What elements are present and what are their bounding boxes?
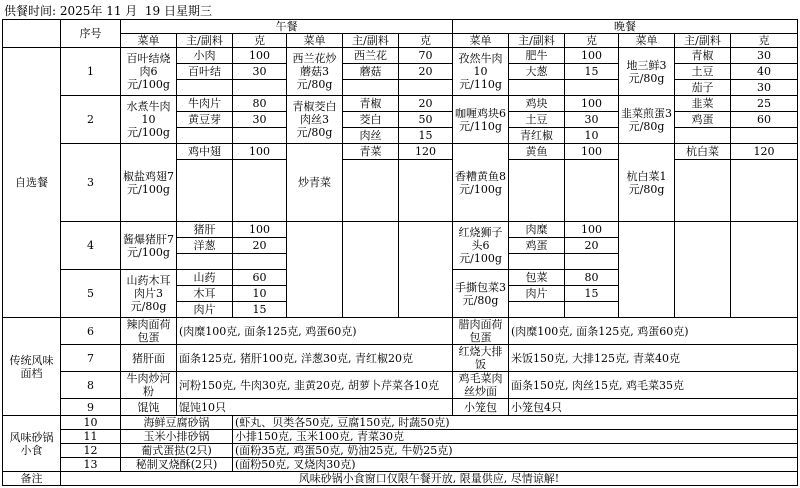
ingredient-name: 韭菜 xyxy=(675,96,731,112)
empty-ingredient-cell xyxy=(177,254,233,270)
dish-name: 孜然牛肉10元/110g xyxy=(453,48,509,96)
snack-name: 玉米小排砂锅 xyxy=(121,430,233,444)
empty-gram-cell xyxy=(731,160,798,222)
ingredient-gram: 80 xyxy=(565,270,619,286)
seq-number: 12 xyxy=(61,444,121,458)
seq-number: 6 xyxy=(61,318,121,345)
dinner-noodle-name: 小笼包 xyxy=(453,399,509,416)
ingredient-name: 肉片 xyxy=(509,286,565,302)
dish-name: 西兰花炒蘑菇3元/80g xyxy=(287,48,343,96)
snack-section-label: 风味砂锅小食 xyxy=(3,416,61,472)
ingredient-gram: 20 xyxy=(399,96,453,112)
noodle-section-label: 传统风味面档 xyxy=(3,318,61,416)
ingredient-name: 肉糜 xyxy=(509,222,565,238)
ingredient-gram: 20 xyxy=(565,238,619,254)
ingredient-gram: 80 xyxy=(233,96,287,112)
empty-ingredient-cell xyxy=(177,128,233,144)
dish-name: 咖喱鸡块6元/110g xyxy=(453,96,509,144)
snack-name: 葡式蛋挞(2只) xyxy=(121,444,233,458)
ingredient-gram: 60 xyxy=(731,112,798,128)
ingredient-name: 青椒 xyxy=(675,48,731,64)
ingredient-gram: 100 xyxy=(565,222,619,238)
dish-name: 香糟黄鱼8元/100g xyxy=(453,144,509,222)
ingredient-name: 大葱 xyxy=(509,64,565,80)
ingredient-gram: 15 xyxy=(565,64,619,80)
empty-gram-cell xyxy=(399,160,453,222)
ingredient-name: 木耳 xyxy=(177,286,233,302)
ingredient-gram: 100 xyxy=(233,144,287,160)
lunch-noodle-desc: 面条125克, 猪肝100克, 洋葱30克, 青红椒20克 xyxy=(177,345,453,372)
dish-name: 酱爆猪肝7元/100g xyxy=(121,222,177,270)
empty-gram-cell xyxy=(565,80,619,96)
empty-dish-cell xyxy=(287,222,343,318)
ingredient-gram: 100 xyxy=(565,96,619,112)
dish-name: 杭白菜1元/80g xyxy=(619,144,675,222)
ingredient-gram: 100 xyxy=(565,144,619,160)
seq-header: 序号 xyxy=(61,20,121,48)
empty-ingredient-cell xyxy=(509,160,565,222)
ingredient-gram: 50 xyxy=(399,112,453,128)
ingredient-gram: 40 xyxy=(731,64,798,80)
ingredient-name: 黄豆芽 xyxy=(177,112,233,128)
ingredient-col-header: 主/副料 xyxy=(343,34,399,48)
empty-ingredient-cell xyxy=(177,80,233,96)
ingredient-name: 茄子 xyxy=(675,80,731,96)
ingredient-name: 小肉 xyxy=(177,48,233,64)
ingredient-gram: 120 xyxy=(731,144,798,160)
dish-col-header: 菜单 xyxy=(619,34,675,48)
empty-ingredient-cell xyxy=(343,80,399,96)
ingredient-name: 牛肉片 xyxy=(177,96,233,112)
lunch-noodle-name: 辣肉面荷包蛋 xyxy=(121,318,177,345)
empty-gram-cell xyxy=(565,160,619,222)
menu-table xyxy=(2,19,798,486)
ingredient-name: 鸡蛋 xyxy=(509,238,565,254)
empty-gram-cell xyxy=(565,302,619,318)
dish-col-header: 菜单 xyxy=(287,34,343,48)
ingredient-gram: 15 xyxy=(565,286,619,302)
snack-name: 海鲜豆腐砂锅 xyxy=(121,416,233,430)
ingredient-name: 茭白 xyxy=(343,112,399,128)
ingredient-name: 肥牛 xyxy=(509,48,565,64)
ingredient-name: 黄鱼 xyxy=(509,144,565,160)
seq-number: 1 xyxy=(61,48,121,96)
empty-dish-cell xyxy=(619,222,675,318)
snack-desc: 小排150克, 玉米100克, 青菜30克 xyxy=(233,430,798,444)
ingredient-gram: 60 xyxy=(233,270,287,286)
lunch-noodle-desc: (肉糜100克, 面条125克, 鸡蛋60克) xyxy=(177,318,453,345)
ingredient-name: 鸡蛋 xyxy=(675,112,731,128)
empty-ingredient-cell xyxy=(509,302,565,318)
snack-name: 秘制叉烧酥(2只) xyxy=(121,458,233,472)
dinner-noodle-desc: 小笼包4只 xyxy=(509,399,798,416)
seq-number: 5 xyxy=(61,270,121,318)
empty-ingredient-cell xyxy=(675,160,731,222)
seq-number: 9 xyxy=(61,399,121,416)
lunch-header: 午餐 xyxy=(121,20,453,34)
dish-name: 红烧狮子头6元/100g xyxy=(453,222,509,270)
empty-ingredient-cell xyxy=(509,254,565,270)
lunch-noodle-name: 牛肉炒河粉 xyxy=(121,372,177,399)
ingredient-name: 杭白菜 xyxy=(675,144,731,160)
seq-number: 2 xyxy=(61,96,121,144)
seq-number: 8 xyxy=(61,372,121,399)
ingredient-name: 青菜 xyxy=(343,144,399,160)
empty-gram-cell xyxy=(399,222,453,318)
ingredient-name: 山药 xyxy=(177,270,233,286)
gram-col-header: 克 xyxy=(399,34,453,48)
ingredient-gram: 30 xyxy=(565,112,619,128)
snack-desc: (虾丸、贝类各50克, 豆腐150克, 时蔬50克) xyxy=(233,416,798,430)
dish-name: 地三鲜3元/80g xyxy=(619,48,675,96)
empty-gram-cell xyxy=(565,254,619,270)
ingredient-gram: 30 xyxy=(731,80,798,96)
ingredient-col-header: 主/副料 xyxy=(675,34,731,48)
serving-date: 供餐时间: 2025年 11 月 19 日星期三 xyxy=(4,4,213,18)
remark-text: 风味砂锅小食窗口仅限午餐开放, 限量供应, 尽情谅解! xyxy=(61,472,798,486)
ingredient-gram: 15 xyxy=(399,128,453,144)
empty-gram-cell xyxy=(233,128,287,144)
dish-name: 水煮牛肉10元/100g xyxy=(121,96,177,144)
dish-name: 青椒茭白肉丝3元/80g xyxy=(287,96,343,144)
dish-col-header: 菜单 xyxy=(121,34,177,48)
seq-number: 11 xyxy=(61,430,121,444)
ingredient-gram: 100 xyxy=(233,222,287,238)
dish-name: 椒盐鸡翅7元/100g xyxy=(121,144,177,222)
seq-number: 4 xyxy=(61,222,121,270)
dish-name: 山药木耳肉片3元/80g xyxy=(121,270,177,318)
ingredient-gram: 15 xyxy=(233,302,287,318)
empty-ingredient-cell xyxy=(509,80,565,96)
dinner-noodle-desc: 面条150克, 肉丝15克, 鸡毛菜35克 xyxy=(509,372,798,399)
ingredient-gram: 70 xyxy=(399,48,453,64)
empty-gram-cell xyxy=(731,128,798,144)
dinner-noodle-name: 腊肉面荷包蛋 xyxy=(453,318,509,345)
lunch-noodle-name: 馄饨 xyxy=(121,399,177,416)
ingredient-gram: 25 xyxy=(731,96,798,112)
ingredient-gram: 30 xyxy=(731,48,798,64)
empty-gram-cell xyxy=(233,254,287,270)
dinner-header: 晚餐 xyxy=(453,20,798,34)
ingredient-name: 包菜 xyxy=(509,270,565,286)
ingredient-gram: 100 xyxy=(233,48,287,64)
empty-ingredient-cell xyxy=(675,222,731,318)
ingredient-name: 鸡中翅 xyxy=(177,144,233,160)
ingredient-name: 鸡块 xyxy=(509,96,565,112)
empty-gram-cell xyxy=(399,80,453,96)
dinner-noodle-desc: (肉糜100克, 面条125克, 鸡蛋60克) xyxy=(509,318,798,345)
ingredient-name: 肉丝 xyxy=(343,128,399,144)
ingredient-name: 西兰花 xyxy=(343,48,399,64)
remark-label: 备注 xyxy=(3,472,61,486)
ingredient-name: 洋葱 xyxy=(177,238,233,254)
ingredient-gram: 100 xyxy=(565,48,619,64)
empty-ingredient-cell xyxy=(343,160,399,222)
dish-name: 炒青菜 xyxy=(287,144,343,222)
ingredient-name: 青椒 xyxy=(343,96,399,112)
lunch-noodle-desc: 馄饨10只 xyxy=(177,399,453,416)
gram-col-header: 克 xyxy=(731,34,798,48)
dinner-noodle-name: 红烧大排饭 xyxy=(453,345,509,372)
ingredient-name: 土豆 xyxy=(509,112,565,128)
ingredient-gram: 120 xyxy=(399,144,453,160)
self-service-label: 自选餐 xyxy=(3,48,61,318)
empty-ingredient-cell xyxy=(177,160,233,222)
ingredient-gram: 30 xyxy=(233,64,287,80)
snack-desc: (面粉50克, 叉烧肉30克) xyxy=(233,458,798,472)
ingredient-name: 青红椒 xyxy=(509,128,565,144)
seq-number: 13 xyxy=(61,458,121,472)
ingredient-gram: 30 xyxy=(233,112,287,128)
dish-name: 韭菜煎蛋3元/80g xyxy=(619,96,675,144)
empty-corner xyxy=(3,20,61,48)
snack-desc: (面粉35克, 鸡蛋50克, 奶油25克, 牛奶25克) xyxy=(233,444,798,458)
empty-ingredient-cell xyxy=(343,222,399,318)
ingredient-gram: 20 xyxy=(399,64,453,80)
seq-number: 7 xyxy=(61,345,121,372)
dinner-noodle-name: 鸡毛菜肉丝炒面 xyxy=(453,372,509,399)
ingredient-name: 蘑菇 xyxy=(343,64,399,80)
gram-col-header: 克 xyxy=(565,34,619,48)
dish-name: 百叶结烧肉6元/100g xyxy=(121,48,177,96)
dish-col-header: 菜单 xyxy=(453,34,509,48)
ingredient-name: 百叶结 xyxy=(177,64,233,80)
gram-col-header: 克 xyxy=(233,34,287,48)
ingredient-col-header: 主/副料 xyxy=(509,34,565,48)
ingredient-gram: 10 xyxy=(565,128,619,144)
seq-number: 10 xyxy=(61,416,121,430)
ingredient-gram: 10 xyxy=(233,286,287,302)
seq-number: 3 xyxy=(61,144,121,222)
empty-gram-cell xyxy=(233,160,287,222)
ingredient-name: 猪肝 xyxy=(177,222,233,238)
empty-gram-cell xyxy=(731,222,798,318)
lunch-noodle-name: 猪肝面 xyxy=(121,345,177,372)
lunch-noodle-desc: 河粉150克, 牛肉30克, 韭黄20克, 胡萝卜芹菜各10克 xyxy=(177,372,453,399)
ingredient-gram: 20 xyxy=(233,238,287,254)
ingredient-name: 肉片 xyxy=(177,302,233,318)
empty-ingredient-cell xyxy=(675,128,731,144)
ingredient-col-header: 主/副料 xyxy=(177,34,233,48)
dinner-noodle-desc: 米饭150克, 大排125克, 青菜40克 xyxy=(509,345,798,372)
dish-name: 手撕包菜3元/80g xyxy=(453,270,509,318)
ingredient-name: 土豆 xyxy=(675,64,731,80)
empty-gram-cell xyxy=(233,80,287,96)
